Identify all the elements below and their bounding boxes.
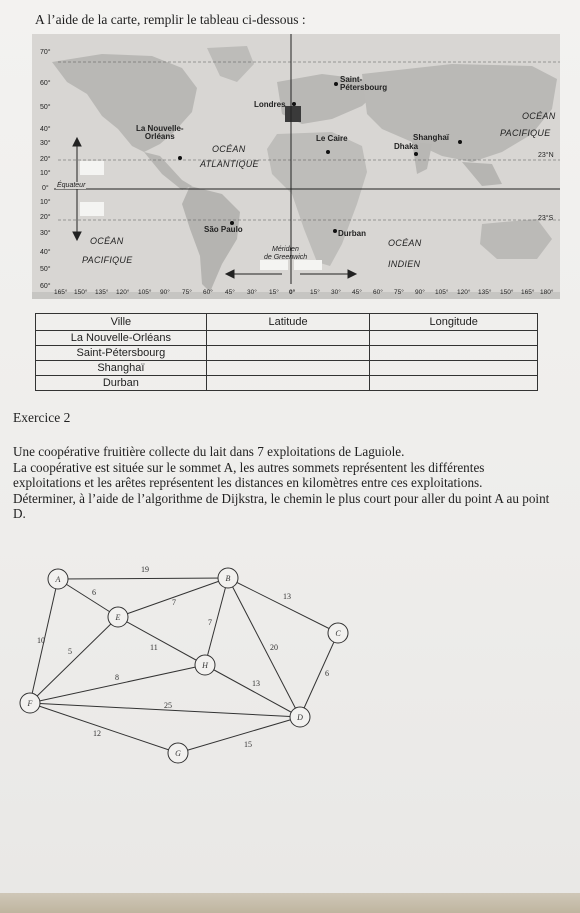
lat-label: 50°: [40, 266, 51, 273]
edge-e-f: [30, 617, 118, 703]
lon-label: 75°: [182, 289, 192, 296]
edge-weight-label: 7: [172, 598, 176, 607]
cell-longitude[interactable]: [370, 331, 538, 346]
ocean-label: OCÉAN: [522, 111, 556, 121]
vertex-label: H: [202, 661, 208, 670]
lon-label: 30°: [247, 289, 257, 296]
edge-weight-label: 11: [150, 643, 158, 652]
edge-g-d: [178, 717, 300, 753]
lon-label: 180°: [540, 289, 554, 296]
cell-ville: La Nouvelle-Orléans: [36, 331, 207, 346]
lon-label: 15°: [269, 289, 279, 296]
lat-label: 30°: [40, 140, 51, 147]
vertex-label: A: [55, 575, 61, 584]
tropic-north-label: 23°N: [538, 152, 554, 159]
cell-longitude[interactable]: [370, 361, 538, 376]
edge-a-b: [58, 578, 228, 579]
lon-label: 90°: [160, 289, 170, 296]
lon-label: 15°: [310, 289, 320, 296]
ocean-label: OCÉAN: [212, 144, 246, 154]
edge-weight-label: 25: [164, 701, 172, 710]
lat-label: 10°: [40, 170, 51, 177]
cell-ville: Saint-Pétersbourg: [36, 346, 207, 361]
lon-label: 45°: [352, 289, 362, 296]
lon-label: 120°: [457, 289, 471, 296]
lon-label: 120°: [116, 289, 130, 296]
city-label-dhaka: Dhaka: [394, 142, 419, 151]
vertex-label: F: [27, 699, 33, 708]
desk-surface: [0, 893, 580, 913]
edge-weight-label: 20: [270, 643, 278, 652]
cell-ville: Durban: [36, 376, 207, 391]
exercise-paragraph: Déterminer, à l’aide de l’algorithme de Dijkstra, le chemin le plus court pour aller du point A au point D.: [13, 490, 550, 521]
exercise-paragraph: Une coopérative fruitière collecte du lait dans 7 exploitations de Laguiole.: [13, 444, 405, 459]
city-label-le-caire: Le Caire: [316, 134, 348, 143]
cell-longitude[interactable]: [370, 346, 538, 361]
lon-label: 75°: [394, 289, 404, 296]
exercise-paragraph: La coopérative est située sur le sommet A, les autres sommets représentent les différentes exploitations et les arêtes représentent les distances en kilomètres entre ces exploitations.: [13, 459, 485, 490]
city-label-shanghai: Shanghaï: [413, 133, 450, 142]
table-row: [36, 376, 538, 391]
cell-latitude[interactable]: [206, 331, 370, 346]
vertex-label: C: [335, 629, 341, 638]
edge-h-d: [205, 665, 300, 717]
cell-latitude[interactable]: [206, 361, 370, 376]
edge-weight-label: 13: [283, 592, 291, 601]
world-map: [32, 34, 560, 299]
lon-label: 45°: [225, 289, 235, 296]
edge-a-e: [58, 579, 118, 617]
lat-label: 50°: [40, 104, 51, 111]
table-row: [36, 361, 538, 376]
cell-latitude[interactable]: [206, 346, 370, 361]
table-row: [36, 331, 538, 346]
lat-label: 70°: [40, 49, 51, 56]
tropic-south-label: 23°S: [538, 215, 554, 222]
lon-label: 165°: [54, 289, 68, 296]
table-header-row: [36, 314, 538, 331]
lon-label: 60°: [203, 289, 213, 296]
city-label-durban: Durban: [338, 229, 366, 238]
lat-label: 0°: [42, 185, 49, 192]
lat-label: 30°: [40, 230, 51, 237]
exercise-title: Exercice 2: [13, 410, 71, 425]
edge-weight-label: 8: [115, 673, 119, 682]
cell-latitude[interactable]: [206, 376, 370, 391]
ocean-label: INDIEN: [388, 259, 421, 269]
edge-e-h: [118, 617, 205, 665]
lon-label: 60°: [373, 289, 383, 296]
edge-b-c: [228, 578, 338, 633]
lat-label: 20°: [40, 156, 51, 163]
lat-label: 60°: [40, 80, 51, 87]
ocean-label: PACIFIQUE: [500, 128, 551, 138]
ocean-label: OCÉAN: [90, 236, 124, 246]
edge-weight-label: 12: [93, 729, 101, 738]
lon-label: 150°: [500, 289, 514, 296]
cell-longitude[interactable]: [370, 376, 538, 391]
lon-label: 0°: [289, 289, 296, 296]
lat-label: 20°: [40, 214, 51, 221]
city-label-londres: Londres: [254, 100, 286, 109]
ocean-label: PACIFIQUE: [82, 255, 133, 265]
lon-label: 150°: [74, 289, 88, 296]
equator-label: Équateur: [57, 182, 86, 189]
lat-label: 40°: [40, 126, 51, 133]
lon-label: 135°: [478, 289, 492, 296]
edge-weight-label: 10: [37, 636, 45, 645]
lon-label: 30°: [331, 289, 341, 296]
lon-label: 165°: [521, 289, 535, 296]
edge-f-h: [30, 665, 205, 703]
edge-f-g: [30, 703, 178, 753]
edge-weight-label: 19: [141, 565, 149, 574]
header-latitude: Latitude: [206, 314, 370, 331]
table-row: [36, 346, 538, 361]
edge-weight-label: 5: [68, 647, 72, 656]
meridian-label: Méridien: [272, 246, 299, 253]
city-label-sao-paulo: São Paulo: [204, 225, 243, 234]
meridian-label: de Greenwich: [264, 254, 308, 261]
edge-weight-label: 6: [92, 588, 96, 597]
lon-label: 90°: [415, 289, 425, 296]
dijkstra-graph: [0, 555, 580, 775]
header-ville: Ville: [36, 314, 207, 331]
cell-ville: Shanghaï: [36, 361, 207, 376]
lat-label: 60°: [40, 283, 51, 290]
edge-weight-label: 6: [325, 669, 329, 678]
city-label-la-nouvelle-orleans: La Nouvelle- Orléans: [136, 124, 184, 141]
vertex-label: G: [175, 749, 181, 758]
edge-weight-label: 13: [252, 679, 260, 688]
edge-weight-label: 15: [244, 740, 252, 749]
lat-label: 10°: [40, 199, 51, 206]
map-instruction: A l’aide de la carte, remplir le tableau ci-dessous :: [35, 12, 306, 27]
vertex-label: B: [225, 574, 231, 583]
ocean-label: ATLANTIQUE: [200, 159, 259, 169]
lon-label: 135°: [95, 289, 109, 296]
edge-weight-label: 7: [208, 618, 212, 627]
ocean-label: OCÉAN: [388, 238, 422, 248]
cities-table: [35, 313, 538, 391]
vertex-label: E: [115, 613, 121, 622]
lon-label: 105°: [435, 289, 449, 296]
lon-label: 105°: [138, 289, 152, 296]
city-label-saint-petersbourg: Saint- Pétersbourg: [340, 75, 388, 92]
exercise-text: [13, 444, 553, 522]
header-longitude: Longitude: [370, 314, 538, 331]
edge-c-d: [300, 633, 338, 717]
lat-label: 40°: [40, 249, 51, 256]
vertex-label: D: [297, 713, 303, 722]
